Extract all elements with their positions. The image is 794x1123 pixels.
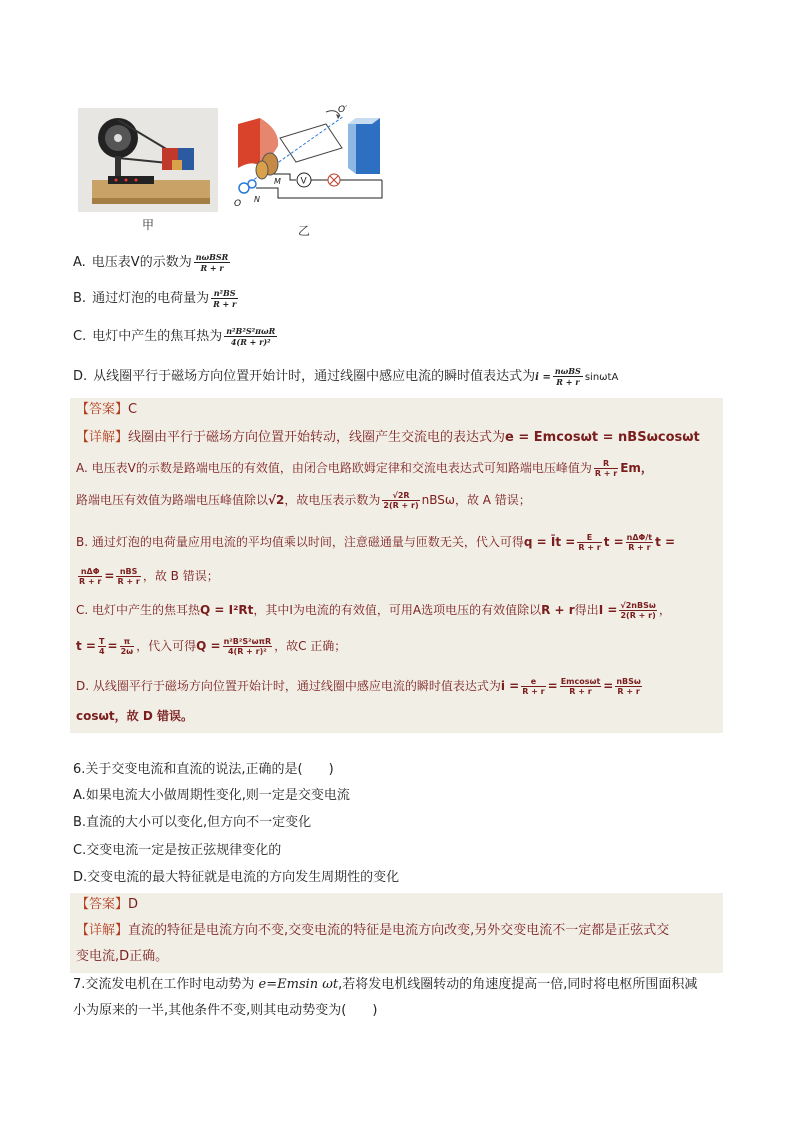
- label-o: O: [234, 199, 242, 209]
- q6-option-b: B.直流的大小可以变化,但方向不一定变化: [73, 815, 312, 830]
- detail-line-1: 【详解】线圈由平行于磁场方向位置开始转动，线圈产生交流电的表达式为e = Emcosωt = nBSωcosωt: [76, 430, 700, 445]
- option-c: C. 电灯中产生的焦耳热为 $\frac{\text{n²B²S²πωR}}{\text{4(R + r)²}}$: [73, 326, 276, 347]
- detail-line-2b: 变电流,D正确。: [76, 949, 169, 964]
- q7-line-2: 小为原来的一半,其他条件不变,则其电动势变为( ): [73, 1003, 378, 1018]
- figure-caption-b: 乙: [298, 224, 311, 238]
- detail-d-line-2: cosωt，故 D 错误。: [76, 709, 193, 723]
- detail-line-2a: 【详解】直流的特征是电流方向不变,交变电流的特征是电流方向改变,另外交变电流不一定都是正弦式交: [76, 923, 670, 938]
- detail-d-line-1: D. 从线圈平行于磁场方向位置开始计时，通过线圈中感应电流的瞬时值表达式为i = $\frac{e}{R + r}$ = $\frac{Emcos\omega t}{R + r}$ = $\frac{\text{nBSω}}{R + r}$: [76, 677, 641, 696]
- generator-diagram: [230, 104, 402, 222]
- detail-a-line-1: A. 电压表V的示数是路端电压的有效值，由闭合电路欧姆定律和交流电表达式可知路端电压峰值为 $\frac{R}{R + r}$ Em，: [76, 459, 653, 478]
- generator-photo: [78, 108, 218, 212]
- answer-line: 【答案】C: [76, 402, 138, 417]
- detail-b-line-1: B. 通过灯泡的电荷量应用电流的平均值乘以时间，注意磁通量与匝数无关，代入可得q = Īt = $\frac{E}{R + r}$ t = $\frac{\text{nΔΦ/t}}{R + r}$ t =: [76, 533, 676, 552]
- label-v: V: [300, 176, 307, 187]
- answer-line-2: 【答案】D: [76, 897, 139, 912]
- detail-b-line-2: $\frac{\text{nΔΦ}}{R + r}$ = $\frac{\text{nBS}}{R + r}$ ，故 B 错误；: [79, 567, 219, 586]
- label-o-prime: O′: [338, 105, 348, 115]
- detail-c-line-2: t = $\frac{T}{4}$ = $\frac{\pi}{2\omega}$ ，代入可得Q = $\frac{\text{n²B²S²ωπR}}{\text{4(R + r)²}}$ ，故C 正确；: [76, 637, 347, 656]
- label-n: N: [254, 195, 260, 204]
- q6-option-d: D.交变电流的最大特征就是电流的方向发生周期性的变化: [73, 870, 400, 885]
- detail-a-line-2: 路端电压有效值为路端电压峰值除以√2，故电压表示数为 $\frac{√2R}{2(R + r)}$ nBSω，故 A 错误；: [76, 491, 531, 510]
- q6-option-a: A.如果电流大小做周期性变化,则一定是交变电流: [73, 788, 350, 803]
- answer-box-2: [70, 893, 723, 973]
- option-b: B. 通过灯泡的电荷量为 $\frac{\text{n²BS}}{R + r}$: [73, 288, 237, 309]
- option-d: D. 从线圈平行于磁场方向位置开始计时，通过线圈中感应电流的瞬时值表达式为i = $\frac{\text{nωBS}}{R + r}$ sinωtA: [73, 366, 619, 387]
- figure-caption-a: 甲: [142, 218, 155, 232]
- figure-area: [78, 104, 408, 238]
- answer-box-1: [70, 398, 723, 733]
- label-m: M: [274, 177, 281, 186]
- detail-c-line-1: C. 电灯中产生的焦耳热Q = I²Rt，其中I为电流的有效值，可用A选项电压的有效值除以R + r得出I = $\frac{\text{√2nBSω}}{2(R + r)}$ ，: [76, 601, 671, 620]
- q7-line-1: 7.交流发电机在工作时电动势为 e=Emsin ωt,若将发电机线圈转动的角速度提高一倍,同时将电枢所围面积减: [73, 977, 698, 992]
- option-a: A. 电压表V的示数为 $\frac{\text{nωBSR}}{R + r}$: [73, 252, 229, 273]
- q6-option-c: C.交变电流一定是按正弦规律变化的: [73, 843, 282, 858]
- q6-stem: 6.关于交变电流和直流的说法,正确的是( ): [73, 762, 334, 777]
